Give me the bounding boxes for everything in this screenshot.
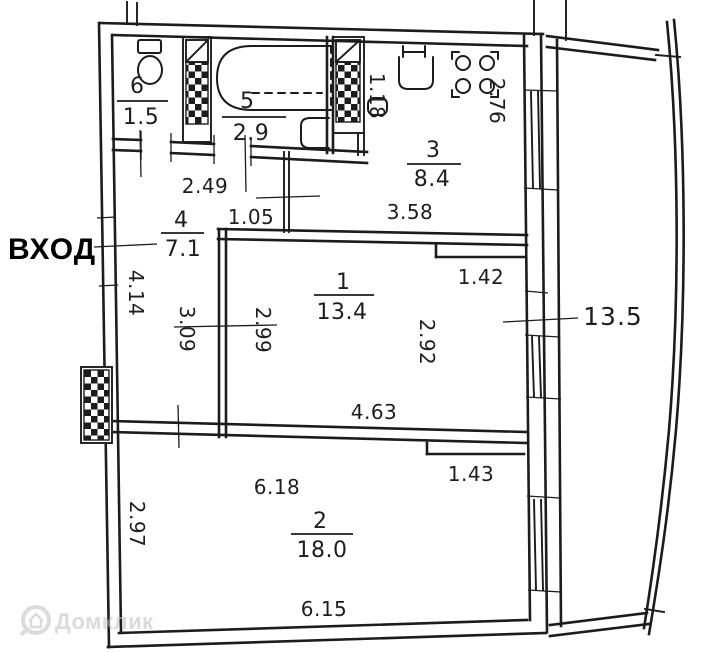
dim-room2-width-top: 6.18 [253, 475, 301, 499]
dim-hall-width: 3.09 [175, 305, 199, 353]
dim-hall-passage: 1.05 [227, 205, 275, 229]
dim-kitchen-width: 3.58 [386, 200, 434, 224]
dim-room1-width: 4.63 [350, 400, 398, 424]
vent-shaft-left [80, 366, 113, 444]
room-3-number: 3 [426, 138, 440, 163]
dim-room2-niche: 1.43 [447, 462, 495, 486]
watermark [21, 607, 154, 635]
dim-room1-height-right: 2.92 [415, 318, 439, 366]
watermark-handle-icon [21, 630, 26, 635]
bathtub-icon [217, 46, 331, 110]
room-6-area: 1.5 [122, 105, 160, 130]
dim-room1-niche: 1.42 [457, 265, 505, 289]
room-4-number: 4 [174, 208, 188, 233]
vent-shaft-wc [183, 37, 211, 142]
bath-sink-icon [301, 118, 329, 148]
room-2-number: 2 [313, 509, 327, 534]
room-2-area: 18.0 [296, 538, 348, 563]
room-6-number: 6 [130, 74, 144, 99]
dim-hall-height: 4.14 [124, 269, 148, 317]
watermark-house-icon [29, 614, 43, 627]
entrance-label: ВХОД [8, 233, 97, 266]
dim-room1-height-left: 2.99 [251, 306, 275, 354]
dim-room2-width-bottom: 6.15 [300, 597, 348, 621]
dim-room2-height: 2.97 [125, 500, 149, 548]
room-3-area: 8.4 [413, 167, 451, 192]
kitchen-sink-icon [399, 46, 433, 89]
room-4-area: 7.1 [164, 237, 202, 262]
room-1-number: 1 [336, 270, 350, 295]
room-5-number: 5 [240, 89, 254, 114]
watermark-logo-icon [23, 607, 49, 633]
dim-hall-top-width: 2.49 [181, 174, 229, 198]
dim-kitchen-height: 2.76 [485, 77, 509, 125]
dim-kitchen-shaft: 1.18 [365, 72, 389, 120]
balcony-area: 13.5 [583, 302, 643, 331]
room-1-area: 13.4 [316, 300, 368, 325]
watermark-text: Домклик [55, 609, 154, 634]
vent-shaft-kitchen [333, 37, 364, 133]
room-5-area: 2.9 [232, 121, 270, 146]
